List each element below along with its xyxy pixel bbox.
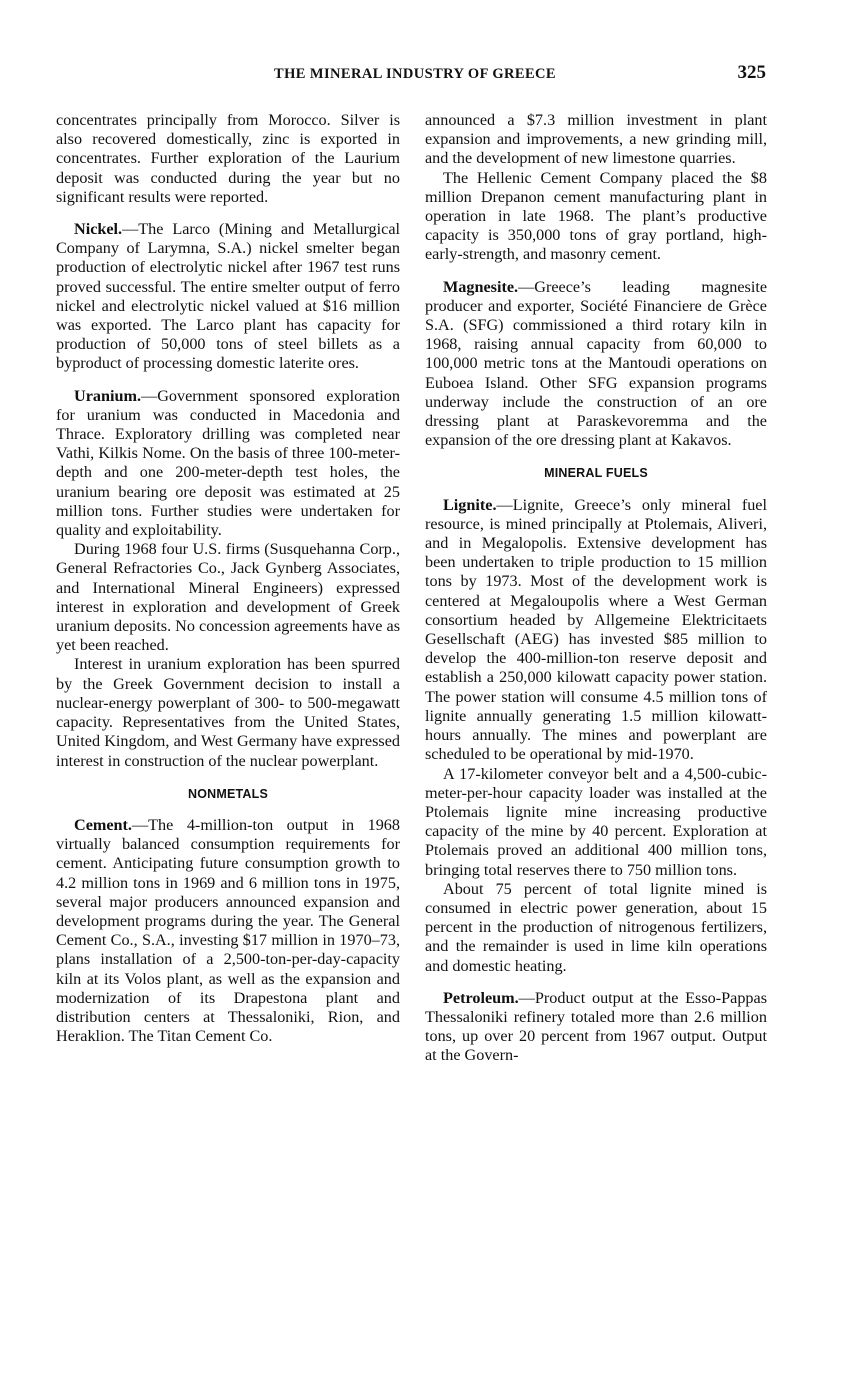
running-head-title: THE MINERAL INDUSTRY OF GREECE: [274, 66, 556, 82]
paragraph-uranium-interest: Interest in uranium exploration has been spurred by the Greek Government decision to install a nuclear-energy powerplant of 300- to 500-megawatt capacity. Representatives from the United States, United Kingdom, and West Germany have expressed interest in construction of the nuclear powerplant.: [56, 655, 400, 770]
left-column: [56, 111, 400, 1046]
paragraph-cement: [56, 816, 400, 1046]
magnesite-heading: Magnesite.: [443, 277, 519, 296]
right-column: [425, 111, 767, 1066]
running-head: [0, 60, 854, 90]
lignite-text: —Lignite, Greece’s only mineral fuel resource, is mined principally at Ptolemais, Aliveri, and in Megalopolis. Extensive development has been undertaken to triple production to 15 million tons by 1973. Most of the development work is centered at Megaloupolis where a West German consortium headed by Allgemeine Elektricitaets Gesellschaft (AEG) has invested $85 million to develop the 400-million-ton reserve deposit and establish a 250,000 kilowatt capacity power station. The power station will consume 4.5 million tons of lignite annually generating 1.5 million kilowatt-hours annually. The mines and powerplant are scheduled to be operational by mid-1970.: [425, 495, 767, 764]
page-number: 325: [737, 62, 766, 83]
paragraph-nickel: [56, 220, 400, 374]
nickel-heading: Nickel.: [74, 220, 123, 239]
paragraph-magnesite: [425, 278, 767, 451]
cement-heading: Cement.: [74, 815, 132, 834]
petroleum-text: —Product output at the Esso-Pappas Thessaloniki refinery totaled more than 2.6 million tons, up over 20 percent from 1967 output. Output at the Govern-: [425, 988, 767, 1065]
petroleum-heading: Petroleum.: [443, 988, 519, 1007]
lignite-heading: Lignite.: [443, 495, 497, 514]
uranium-text: —Government sponsored exploration for uranium was conducted in Macedonia and Thrace. Exploratory drilling was completed near Vathi, Kilkis Nome. On the basis of three 100-meter-depth and one 200-meter-depth test holes, the uranium bearing ore deposit was estimated at 25 million tons. Further studies were undertaken for quality and exploitability.: [56, 386, 400, 540]
uranium-heading: Uranium.: [74, 386, 142, 405]
cement-text: —The 4-million-ton output in 1968 virtually balanced consumption requirements for cement. Anticipating future consumption growth to 4.2 million tons in 1969 and 6 million tons in 1975, several major producers announced expansion and development programs during the year. The General Cement Co., S.A., investing $17 million in 1970–73, plans installation of a 2,500-ton-per-day-capacity kiln at its Volos plant, as well as the expansion and modernization of its Drapestona plant and distribution centers at Thessaloniki, Rion, and Heraklion. The Titan Cement Co.: [56, 815, 400, 1046]
nickel-text: —The Larco (Mining and Metallurgical Company of Larymna, S.A.) nickel smelter began production of electrolytic nickel after 1967 test runs proved successful. The entire smelter output of ferro nickel and electrolytic nickel valued at $16 million was exported. The Larco plant has capacity for production of 50,000 tons of steel billets as a byproduct of processing domestic laterite ores.: [56, 220, 400, 373]
paragraph-hellenic-cement: The Hellenic Cement Company placed the $8 million Drepanon cement manufacturing plant in operation in late 1968. The plant’s productive capacity is 350,000 tons of gray portland, high-early-strength, and masonry cement.: [425, 168, 767, 264]
paragraph-laurium: concentrates principally from Morocco. Silver is also recovered domestically, zinc is exported in concentrates. Further exploration of the Laurium deposit was conducted during the year but no significant results were reported.: [56, 111, 400, 206]
paragraph-lignite-use: About 75 percent of total lignite mined is consumed in electric power generation, about 15 percent in the production of nitrogenous fertilizers, and the remainder is used in lime kiln operations and domestic heating.: [425, 879, 767, 975]
magnesite-text: —Greece’s leading magnesite producer and exporter, Société Financiere de Grèce S.A. (SFG) commissioned a third rotary kiln in 1968, raising annual capacity from 60,000 to 100,000 metric tons at the Mantoudi operations on Euboea Island. Other SFG expansion programs underway include the construction of an ore dressing plant at Paraskevoremma and the expansion of the ore dressing plant at Kakavos.: [425, 277, 767, 450]
section-heading-nonmetals: NONMETALS: [187, 786, 269, 801]
paragraph-us-firms: During 1968 four U.S. firms (Susquehanna Corp., General Refractories Co., Jack Gynberg Associates, and International Mineral Engineers) expressed interest in exploration and development of Greek uranium deposits. No concession agreements have as yet been reached.: [56, 540, 400, 655]
paragraph-titan-cement: announced a $7.3 million investment in plant expansion and improvements, a new grinding mill, and the development of new limestone quarries.: [425, 111, 767, 168]
paragraph-lignite: [425, 496, 767, 765]
paragraph-uranium: [56, 387, 400, 541]
paragraph-conveyor: A 17-kilometer conveyor belt and a 4,500-cubic-meter-per-hour capacity loader was installed at the Ptolemais lignite mine increasing productive capacity of the mine by 40 percent. Exploration at Ptolemais proved an additional 400 million tons, bringing total reserves there to 750 million tons.: [425, 764, 767, 879]
paragraph-petroleum: [425, 989, 767, 1066]
section-heading-mineral-fuels: MINERAL FUELS: [544, 466, 648, 481]
